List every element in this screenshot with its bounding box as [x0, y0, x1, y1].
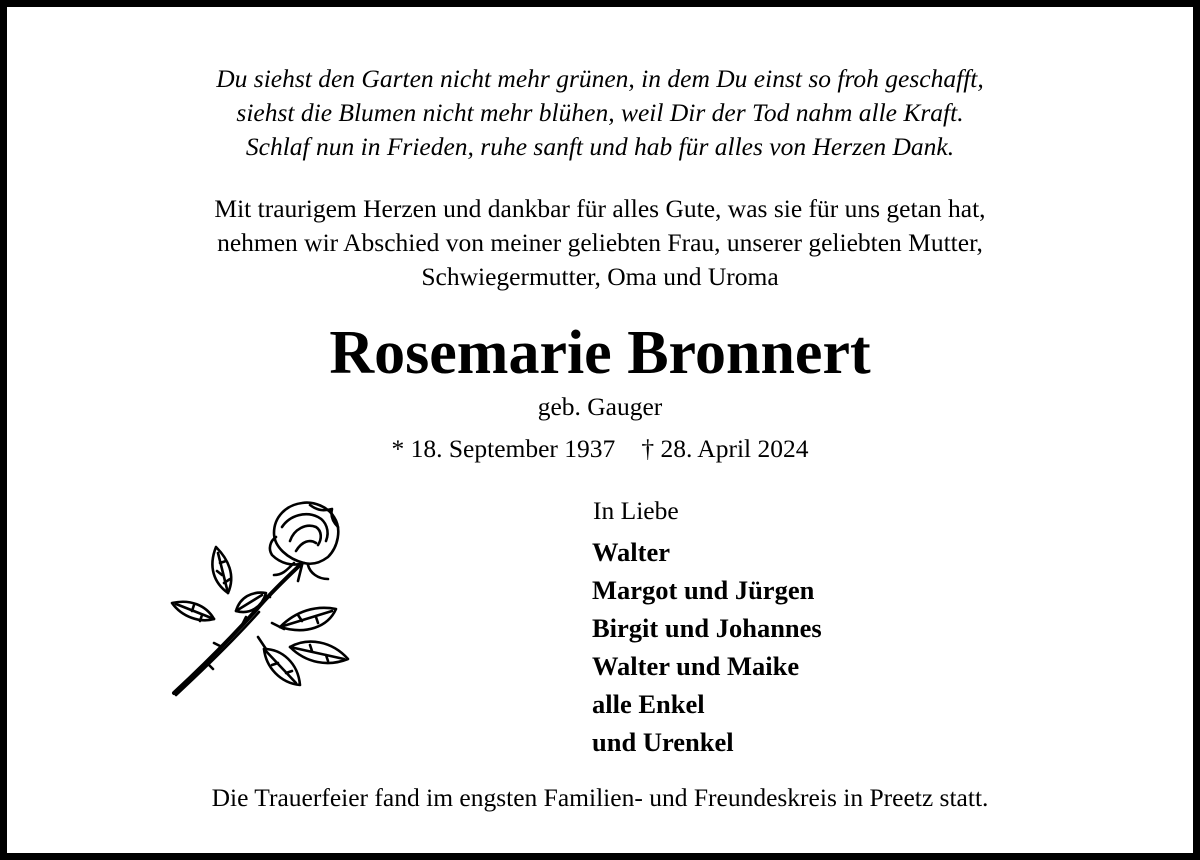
poem-line: Du siehst den Garten nicht mehr grünen, in dem Du einst so froh geschafft,	[216, 64, 984, 93]
memorial-poem	[7, 62, 1193, 164]
announcement-line: Mit traurigem Herzen und dankbar für alles Gute, was sie für uns getan hat,	[214, 194, 986, 223]
rose-icon	[162, 497, 362, 707]
list-item: Birgit und Johannes	[592, 613, 822, 643]
announcement-text	[7, 192, 1193, 294]
list-item: alle Enkel	[592, 689, 705, 719]
life-dates	[7, 432, 1193, 466]
list-item: Walter und Maike	[592, 651, 800, 681]
announcement-line: nehmen wir Abschied von meiner geliebten Frau, unserer geliebten Mutter,	[217, 228, 983, 257]
mourners-block	[587, 493, 987, 761]
maiden-name: geb. Gauger	[537, 392, 663, 421]
birth-date: * 18. September 1937	[391, 434, 616, 463]
list-item: Walter	[592, 537, 670, 567]
mourners-lead: In Liebe	[593, 496, 679, 525]
poem-line: siehst die Blumen nicht mehr blühen, weil Dir der Tod nahm alle Kraft.	[236, 98, 964, 127]
death-date: † 28. April 2024	[641, 434, 809, 463]
list-item: und Urenkel	[592, 727, 734, 757]
funeral-note: Die Trauerfeier fand im engsten Familien- und Freundeskreis in Preetz statt.	[211, 783, 989, 812]
announcement-line: Schwiegermutter, Oma und Uroma	[421, 262, 779, 291]
deceased-name: Rosemarie Bronnert	[329, 319, 871, 387]
mourners-list	[587, 533, 987, 761]
list-item: Margot und Jürgen	[592, 575, 815, 605]
poem-line: Schlaf nun in Frieden, ruhe sanft und hab für alles von Herzen Dank.	[245, 132, 955, 161]
